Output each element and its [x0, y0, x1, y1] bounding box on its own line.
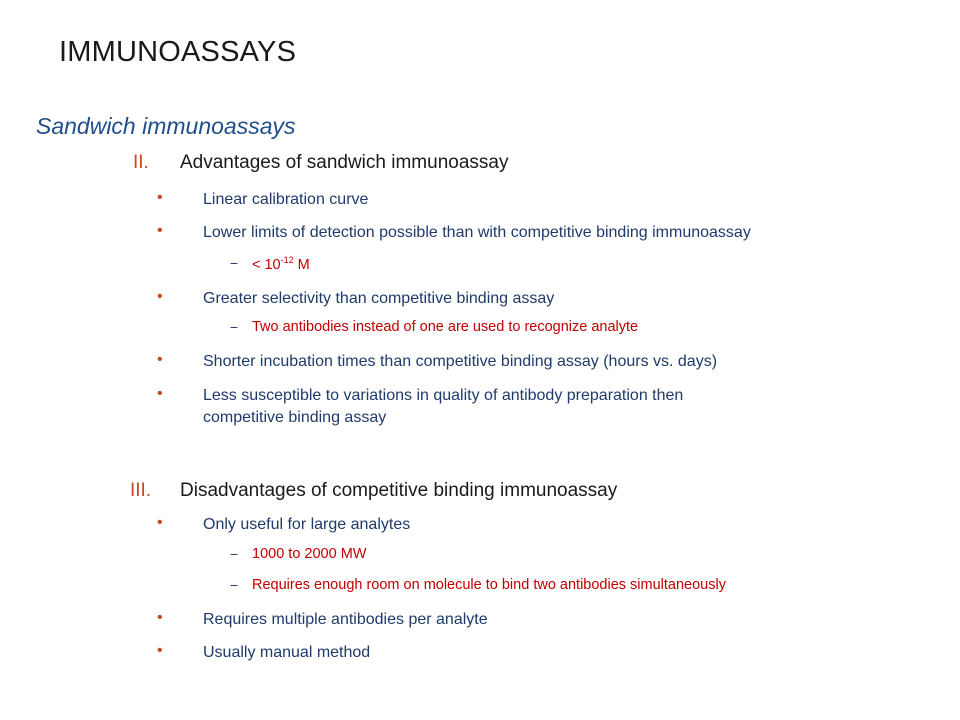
sub-list-item-text: Requires enough room on molecule to bind two antibodies simultaneously — [252, 577, 726, 593]
slide-title: IMMUNOASSAYS — [59, 36, 297, 68]
sub-list-item — [0, 255, 960, 275]
bullet-icon: • — [157, 189, 163, 206]
advantages-heading-row — [0, 152, 960, 178]
list-item-text: Linear calibration curve — [203, 191, 369, 208]
list-item — [0, 351, 960, 373]
dash-icon: − — [230, 319, 239, 335]
bullet-icon: • — [157, 351, 163, 368]
list-item-text-continued: competitive binding assay — [203, 409, 387, 426]
list-item-text: Only useful for large analytes — [203, 516, 411, 533]
list-item-text: Lower limits of detection possible than with competitive binding immunoassay — [203, 224, 751, 241]
dash-icon: − — [230, 255, 239, 271]
bullet-icon: • — [157, 609, 163, 626]
bullet-icon: • — [157, 385, 163, 402]
list-item — [0, 222, 960, 244]
bullet-icon: • — [157, 288, 163, 305]
disadvantages-heading: Disadvantages of competitive binding immunoassay — [180, 480, 618, 501]
disadvantages-heading-row — [0, 480, 960, 506]
list-item — [0, 609, 960, 631]
bullet-icon: • — [157, 514, 163, 531]
bullet-icon: • — [157, 222, 163, 239]
list-item — [0, 514, 960, 536]
sub-list-item — [0, 577, 960, 597]
bullet-icon: • — [157, 642, 163, 659]
sub-list-item — [0, 319, 960, 339]
dash-icon: − — [230, 577, 239, 593]
sub-list-item-text: 1000 to 2000 MW — [252, 546, 367, 562]
list-item-text: Shorter incubation times than competitive binding assay (hours vs. days) — [203, 353, 718, 370]
list-item — [0, 642, 960, 664]
disadvantages-numeral: III. — [130, 480, 152, 501]
list-item-text: Less susceptible to variations in quality of antibody preparation then — [203, 387, 684, 404]
sub-list-item-text: Two antibodies instead of one are used to recognize analyte — [252, 319, 639, 335]
advantages-numeral: II. — [133, 152, 149, 173]
dash-icon: − — [230, 546, 239, 562]
list-item-text: Greater selectivity than competitive binding assay — [203, 290, 555, 307]
list-item — [0, 288, 960, 310]
list-item — [0, 189, 960, 211]
list-item-text: Usually manual method — [203, 644, 371, 661]
detection-limit: < $10^{-12}$ M — [252, 255, 310, 273]
list-item — [0, 385, 960, 429]
advantages-heading: Advantages of sandwich immunoassay — [180, 152, 509, 173]
sub-list-item — [0, 546, 960, 566]
list-item-text: Requires multiple antibodies per analyte — [203, 611, 488, 628]
section-title: Sandwich immunoassays — [36, 113, 296, 139]
